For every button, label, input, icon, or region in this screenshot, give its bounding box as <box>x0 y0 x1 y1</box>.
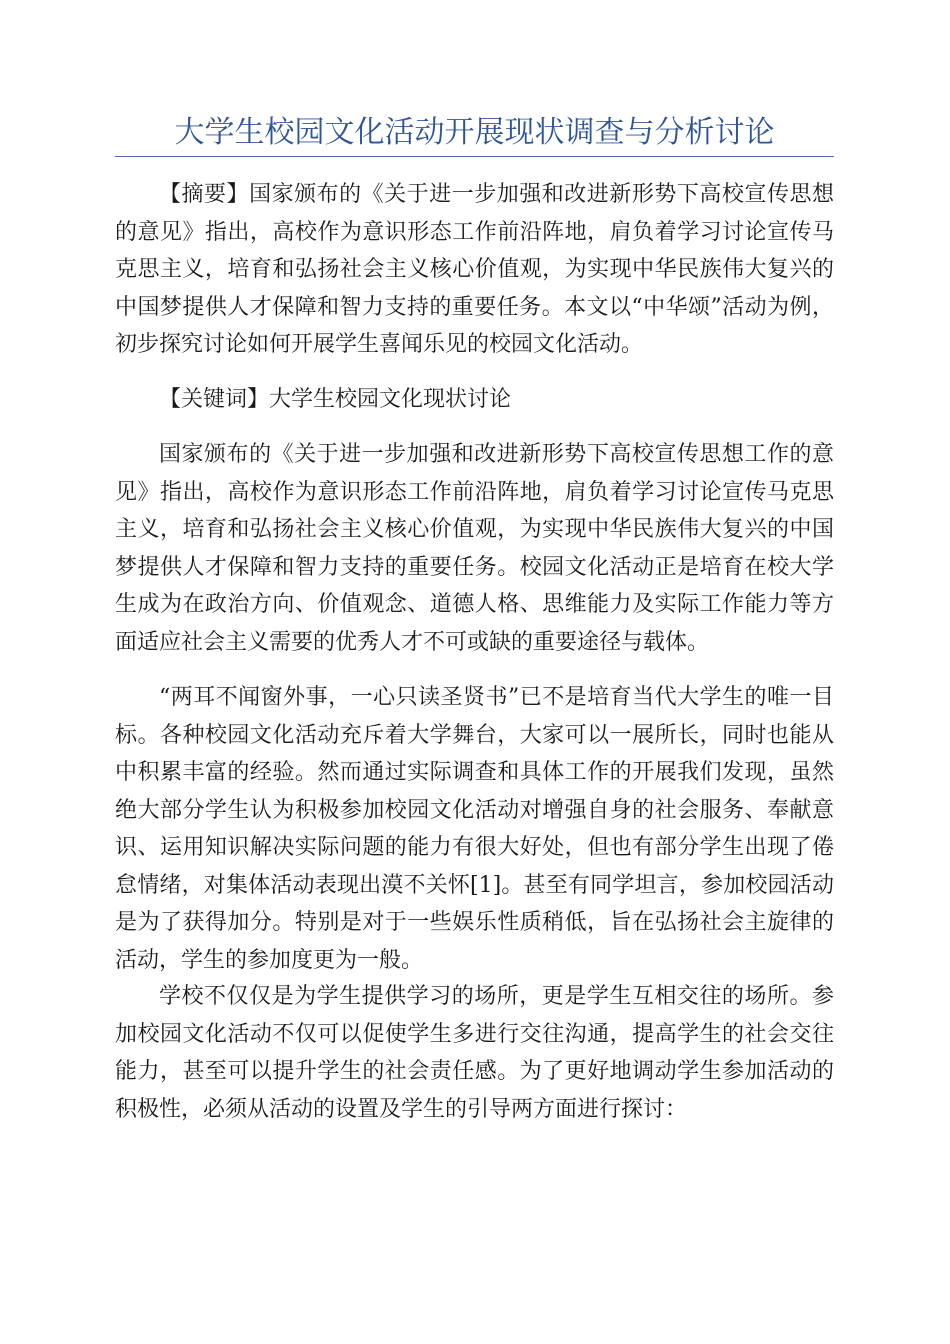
body-paragraph-3: 学校不仅仅是为学生提供学习的场所，更是学生互相交往的场所。参加校园文化活动不仅可以促使学生多进行交往沟通，提高学生的社会交往能力，甚至可以提升学生的社会责任感。为了更好地调动学生参加活动的积极性，必须从活动的设置及学生的引导两方面进行探讨： <box>115 984 834 1122</box>
keywords-line: 【关键词】大学生校园文化现状讨论 <box>159 387 512 412</box>
body-paragraph-2: “两耳不闻窗外事，一心只读圣贤书”已不是培育当代大学生的唯一目标。各种校园文化活动充斥着大学舞台，大家可以一展所长，同时也能从中积累丰富的经验。然而通过实际调查和具体工作的开展我们发现，虽然绝大部分学生认为积极参加校园文化活动对增强自身的社会服务、奉献意识、运用知识解决实际问题的能力有很大好处，但也有部分学生出现了倦怠情绪，对集体活动表现出漠不关怀[1]。甚至有同学坦言，参加校园活动是为了获得加分。特别是对于一些娱乐性质稍低，旨在弘扬社会主旋律的活动，学生的参加度更为一般。 <box>115 685 834 973</box>
title-block <box>115 112 834 157</box>
body-paragraph-1: 国家颁布的《关于进一步加强和改进新形势下高校宣传思想工作的意见》指出，高校作为意识形态工作前沿阵地，肩负着学习讨论宣传马克思主义，培育和弘扬社会主义核心价值观，为实现中华民族伟大复兴的中国梦提供人才保障和智力支持的重要任务。校园文化活动正是培育在校大学生成为在政治方向、价值观念、道德人格、思维能力及实际工作能力等方面适应社会主义需要的优秀人才不可或缺的重要途径与载体。 <box>115 442 834 655</box>
page-title: 大学生校园文化活动开展现状调查与分析讨论 <box>174 115 775 150</box>
abstract-paragraph: 【摘要】国家颁布的《关于进一步加强和改进新形势下高校宣传思想的意见》指出，高校作为意识形态工作前沿阵地，肩负着学习讨论宣传马克思主义，培育和弘扬社会主义核心价值观，为实现中华民族伟大复兴的中国梦提供人才保障和智力支持的重要任务。本文以“中华颂”活动为例，初步探究讨论如何开展学生喜闻乐见的校园文化活动。 <box>115 182 834 357</box>
